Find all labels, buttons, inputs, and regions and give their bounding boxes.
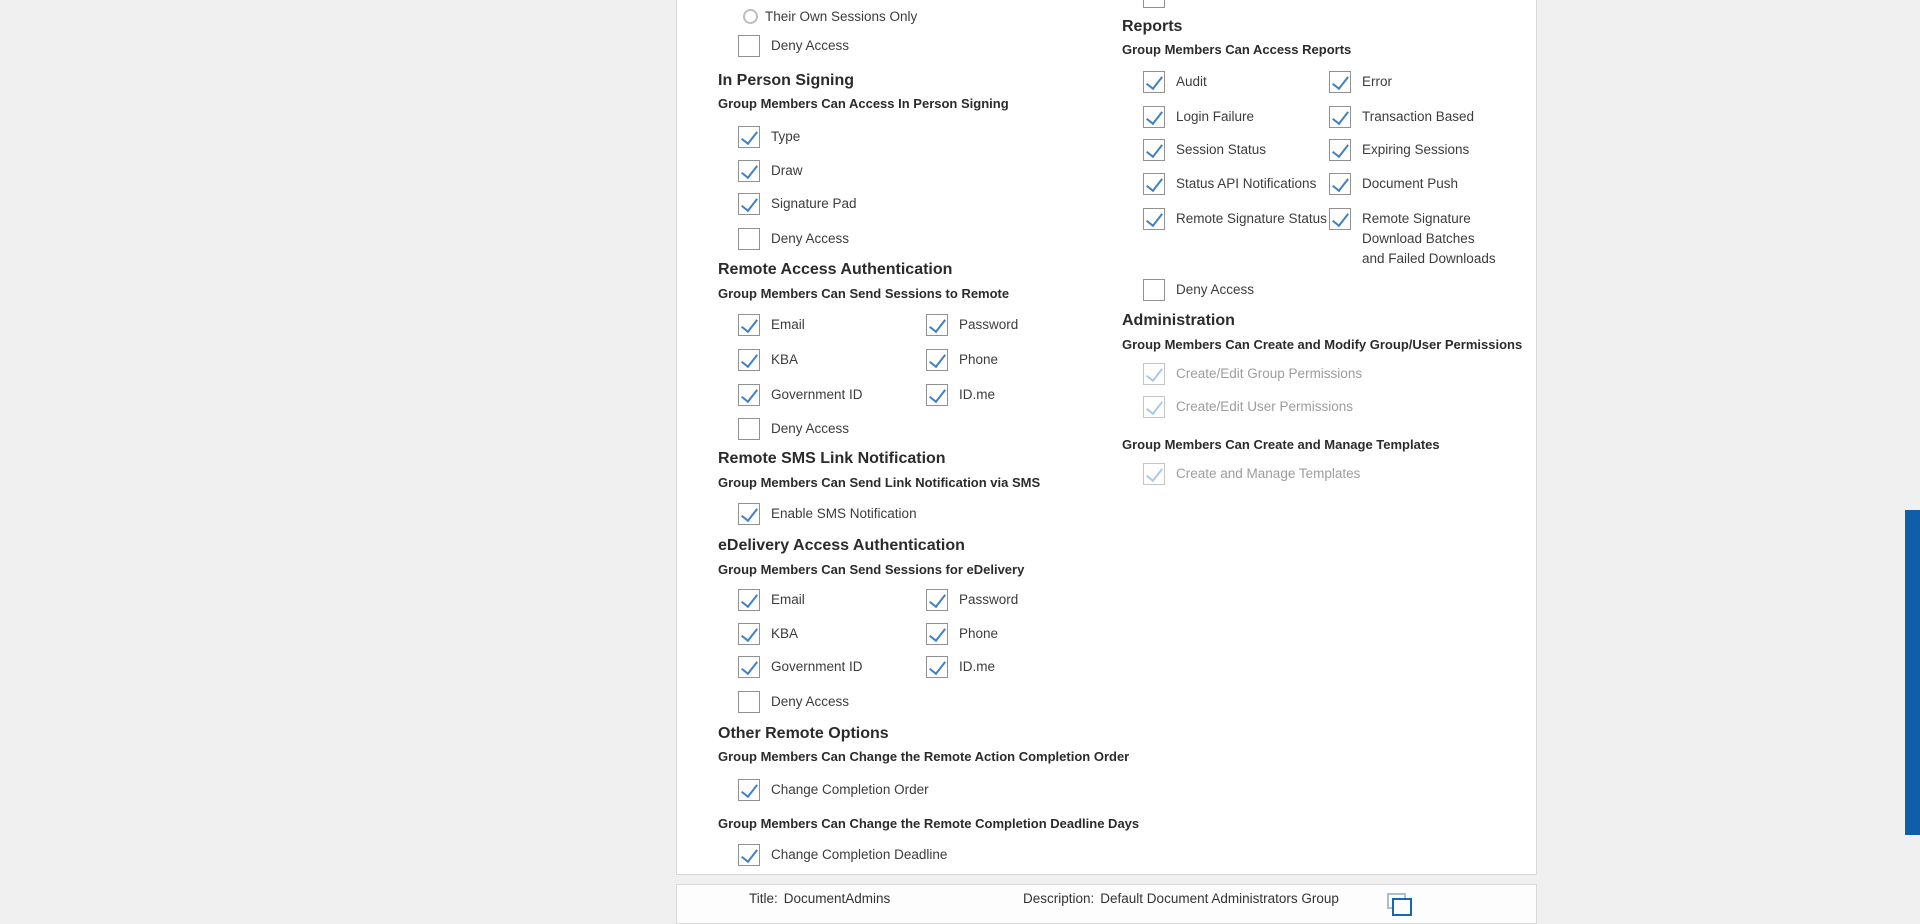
checkbox-label: Government ID (771, 387, 863, 402)
checkbox-row-edelivery-idme[interactable] (926, 656, 995, 678)
checkbox-label: Change Completion Order (771, 782, 929, 797)
footer-description (1023, 891, 1339, 906)
checkbox-row-remote-kba[interactable] (738, 349, 798, 371)
section-subtitle-completion-order: Group Members Can Change the Remote Action Completion Order (718, 749, 1130, 764)
checkbox-row-edelivery-phone[interactable] (926, 623, 998, 645)
checkbox-row-transaction-based[interactable] (1329, 106, 1474, 128)
section-subtitle-reports: Group Members Can Access Reports (1122, 42, 1352, 57)
checkbox-row-document-push[interactable] (1329, 173, 1458, 195)
section-subtitle-remote-access-auth: Group Members Can Send Sessions to Remote (718, 286, 1010, 301)
checkbox-label: Password (959, 317, 1019, 332)
checkbox-row-change-completion-deadline[interactable] (738, 844, 947, 866)
checkbox-row-remote-phone[interactable] (926, 349, 998, 371)
checkbox-label: Password (959, 592, 1019, 607)
checkbox-label: Create/Edit User Permissions (1176, 399, 1354, 414)
checkbox-row-edelivery-password[interactable] (926, 589, 1018, 611)
checkbox-row-enable-sms[interactable] (738, 503, 917, 525)
section-subtitle-in-person-signing: Group Members Can Access In Person Signing (718, 96, 1009, 111)
checkbox-row-expiring-sessions[interactable] (1329, 139, 1469, 161)
section-title-edelivery: eDelivery Access Authentication (718, 537, 965, 554)
checkbox-row-change-completion-order[interactable] (738, 779, 929, 801)
checkbox-row-login-failure[interactable] (1143, 106, 1254, 128)
checkbox-row-create-manage-templates (1143, 463, 1360, 485)
checkbox-label: Email (771, 317, 805, 332)
checkbox-row-remote-signature-download[interactable] (1329, 208, 1498, 269)
checkbox-label: Government ID (771, 659, 863, 674)
checkbox-checked-icon[interactable] (926, 623, 948, 645)
section-title-other-remote: Other Remote Options (718, 725, 889, 742)
permissions-panel-content (677, 1, 1536, 876)
checkbox-checked-icon[interactable] (1143, 139, 1165, 161)
checkbox-checked-icon[interactable] (1329, 173, 1351, 195)
checkbox-checked-icon[interactable] (1329, 208, 1351, 230)
section-subtitle-manage-templates: Group Members Can Create and Manage Templates (1122, 437, 1440, 452)
section-title-remote-sms: Remote SMS Link Notification (718, 450, 946, 467)
checkbox-label: Create and Manage Templates (1176, 466, 1361, 481)
checkbox-checked-icon[interactable] (926, 589, 948, 611)
checkbox-checked-icon[interactable] (1329, 71, 1351, 93)
checkbox-row-edelivery-government-id[interactable] (738, 656, 863, 678)
checkbox-checked-icon[interactable] (926, 314, 948, 336)
checkbox-row-error[interactable] (1329, 71, 1392, 93)
checkbox-row-create-edit-user-permissions (1143, 396, 1353, 418)
checkbox-unchecked-icon[interactable] (1143, 0, 1165, 8)
checkbox-unchecked-icon[interactable] (738, 35, 760, 57)
checkbox-row-draw[interactable] (738, 160, 803, 182)
checkbox-checked-icon[interactable] (738, 384, 760, 406)
checkbox-row-deny-in-person[interactable] (738, 228, 849, 250)
checkbox-row-type[interactable] (738, 126, 800, 148)
checkbox-unchecked-icon[interactable] (738, 228, 760, 250)
checkbox-label: Change Completion Deadline (771, 847, 948, 862)
checkbox-row-audit[interactable] (1143, 71, 1207, 93)
checkbox-label: Expiring Sessions (1362, 142, 1470, 157)
footer-title (749, 891, 890, 906)
checkbox-row-deny-access-sessions[interactable] (738, 35, 849, 57)
checkbox-checked-disabled-icon (1143, 463, 1165, 485)
checkbox-row-remote-email[interactable] (738, 314, 805, 336)
checkbox-label: Phone (959, 352, 999, 367)
checkbox-label: Error (1362, 74, 1392, 89)
scrollbar-thumb[interactable] (1905, 510, 1920, 835)
footer-title-value: DocumentAdmins (783, 891, 891, 906)
checkbox-checked-icon[interactable] (1143, 106, 1165, 128)
copy-icon[interactable] (1387, 893, 1413, 917)
checkbox-row-remote-idme[interactable] (926, 384, 995, 406)
checkbox-label: Deny Access (771, 38, 850, 53)
checkbox-label: Signature Pad (771, 196, 857, 211)
checkbox-row-deny-reports[interactable] (1143, 279, 1254, 301)
section-subtitle-group-user-permissions: Group Members Can Create and Modify Group/User Permissions (1122, 337, 1523, 352)
checkbox-checked-icon[interactable] (738, 314, 760, 336)
checkbox-checked-disabled-icon (1143, 363, 1165, 385)
checkbox-row-status-api-notifications[interactable] (1143, 173, 1316, 195)
checkbox-checked-icon[interactable] (1143, 173, 1165, 195)
checkbox-checked-icon[interactable] (738, 349, 760, 371)
checkbox-row-deny-edelivery[interactable] (738, 691, 849, 713)
section-subtitle-completion-deadline: Group Members Can Change the Remote Completion Deadline Days (718, 816, 1140, 831)
checkbox-row-edelivery-email[interactable] (738, 589, 805, 611)
radio-row-their-own-sessions[interactable] (743, 9, 917, 24)
section-title-remote-access-auth: Remote Access Authentication (718, 261, 953, 278)
checkbox-label: Session Status (1176, 142, 1267, 157)
checkbox-checked-icon[interactable] (738, 503, 760, 525)
checkbox-label: Deny Access (771, 421, 850, 436)
checkbox-checked-icon[interactable] (738, 844, 760, 866)
checkbox-row-edelivery-kba[interactable] (738, 623, 798, 645)
checkbox-checked-icon[interactable] (738, 160, 760, 182)
section-subtitle-edelivery: Group Members Can Send Sessions for eDelivery (718, 562, 1025, 577)
checkbox-label: Status API Notifications (1176, 176, 1317, 191)
checkbox-row-deny-remote[interactable] (738, 418, 849, 440)
checkbox-label: Deny Access (1176, 282, 1255, 297)
checkbox-checked-icon[interactable] (738, 656, 760, 678)
permissions-panel (676, 0, 1537, 875)
footer-description-value: Default Document Administrators Group (1100, 891, 1339, 906)
checkbox-label: Type (771, 129, 801, 144)
section-title-in-person-signing: In Person Signing (718, 72, 855, 89)
checkbox-label: Create/Edit Group Permissions (1176, 366, 1363, 381)
checkbox-label: Email (771, 592, 805, 607)
radio-unchecked-icon[interactable] (743, 9, 758, 24)
section-title-reports: Reports (1122, 18, 1183, 35)
checkbox-label: Deny Access (771, 231, 850, 246)
checkbox-label: ID.me (959, 387, 996, 402)
checkbox-label: Phone (959, 626, 999, 641)
checkbox-row-remote-password[interactable] (926, 314, 1018, 336)
footer-description-label: Description: (1023, 891, 1095, 906)
checkbox-checked-icon[interactable] (738, 623, 760, 645)
checkbox-checked-disabled-icon (1143, 396, 1165, 418)
checkbox-label: Deny Access (771, 694, 850, 709)
checkbox-label: Draw (771, 163, 803, 178)
section-subtitle-remote-sms: Group Members Can Send Link Notification via SMS (718, 475, 1041, 490)
checkbox-label: Document Push (1362, 176, 1459, 191)
checkbox-checked-icon[interactable] (1329, 139, 1351, 161)
checkbox-label: Login Failure (1176, 109, 1255, 124)
checkbox-checked-icon[interactable] (926, 349, 948, 371)
checkbox-row-session-status[interactable] (1143, 139, 1266, 161)
checkbox-checked-icon[interactable] (738, 126, 760, 148)
checkbox-unchecked-icon[interactable] (738, 691, 760, 713)
checkbox-label: Remote Signature Status (1176, 211, 1327, 226)
checkbox-row-remote-signature-status[interactable] (1143, 208, 1327, 230)
checkbox-checked-icon[interactable] (1143, 71, 1165, 93)
section-title-administration: Administration (1122, 312, 1235, 329)
checkbox-label: Remote Signature Download Batches and Failed Downloads (1362, 211, 1496, 266)
radio-label: Their Own Sessions Only (765, 9, 918, 24)
checkbox-label: Transaction Based (1362, 109, 1475, 124)
checkbox-checked-icon[interactable] (738, 779, 760, 801)
checkbox-checked-icon[interactable] (1329, 106, 1351, 128)
checkbox-label: ID.me (959, 659, 996, 674)
checkbox-checked-icon[interactable] (926, 384, 948, 406)
group-summary-footer (676, 884, 1537, 924)
checkbox-checked-icon[interactable] (738, 589, 760, 611)
checkbox-row-signature-pad[interactable] (738, 193, 857, 215)
checkbox-checked-icon[interactable] (738, 193, 760, 215)
checkbox-row-partial-top[interactable] (1143, 0, 1165, 8)
checkbox-unchecked-icon[interactable] (738, 418, 760, 440)
checkbox-unchecked-icon[interactable] (1143, 279, 1165, 301)
footer-title-label: Title: (749, 891, 778, 906)
checkbox-label: Enable SMS Notification (771, 506, 917, 521)
checkbox-label: Audit (1176, 74, 1207, 89)
checkbox-checked-icon[interactable] (1143, 208, 1165, 230)
checkbox-label: KBA (771, 352, 799, 367)
checkbox-row-create-edit-group-permissions (1143, 363, 1362, 385)
checkbox-checked-icon[interactable] (926, 656, 948, 678)
checkbox-row-remote-government-id[interactable] (738, 384, 863, 406)
checkbox-label: KBA (771, 626, 799, 641)
